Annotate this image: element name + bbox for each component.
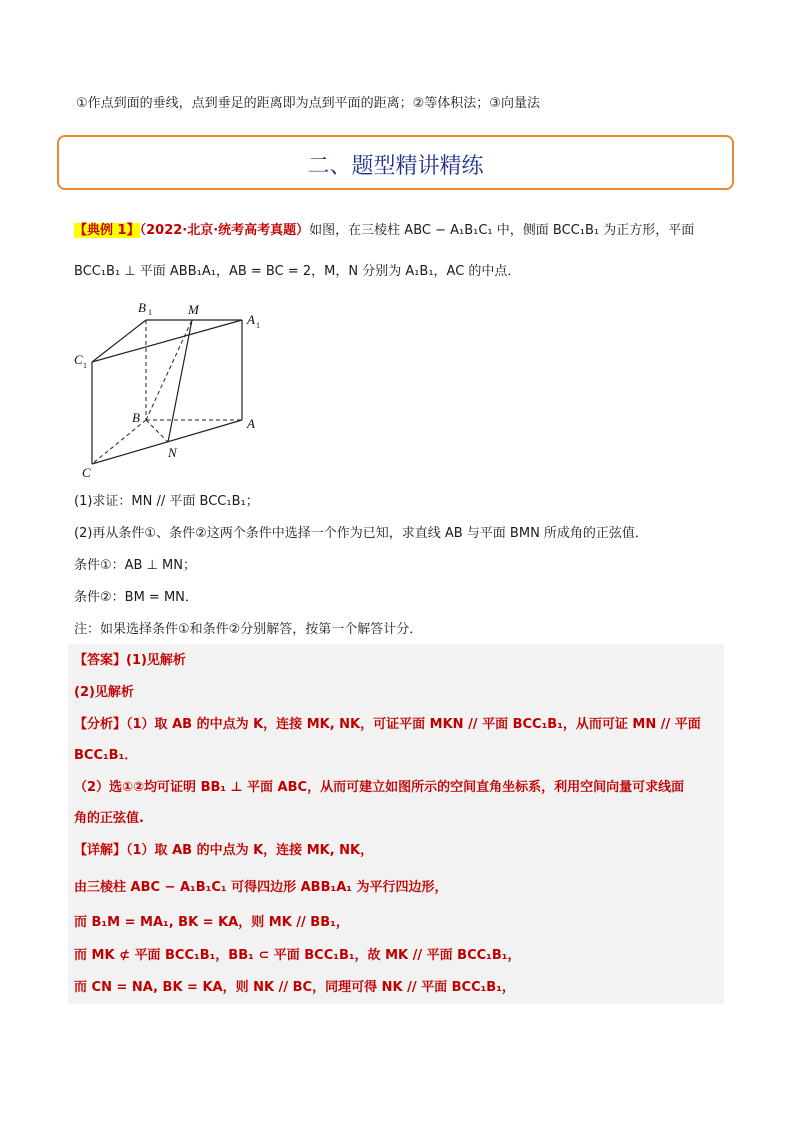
detail-line3: 而 B₁M = MA₁, BK = KA，则 MK // BB₁，: [74, 915, 349, 930]
analysis-line3: （2）选①②均可证明 BB₁ ⊥ 平面 ABC，从而可建立如图所示的空间直角坐标系，利用空间向量可求线面: [74, 780, 685, 795]
detail-line5: 而 CN = NA, BK = KA，则 NK // BC，同理可得 NK // 平面 BCC₁B₁，: [74, 980, 515, 995]
label-A: A: [247, 416, 255, 431]
label-A1-sub: 1: [256, 321, 260, 330]
example-label: 【典例 1】: [74, 223, 140, 238]
answer-2: (2)见解析: [74, 685, 134, 700]
detail-line2: 由三棱柱 ABC − A₁B₁C₁ 可得四边形 ABB₁A₁ 为平行四边形，: [74, 880, 448, 895]
condition-2: 条件②：BM = MN．: [74, 590, 198, 605]
question-2: (2)再从条件①、条件②这两个条件中选择一个作为已知，求直线 AB 与平面 BMN 所成角的正弦值．: [74, 526, 648, 541]
detail-line4: 而 MK ⊄ 平面 BCC₁B₁，BB₁ ⊂ 平面 BCC₁B₁，故 MK // 平面 BCC₁B₁，: [74, 948, 521, 963]
label-A1: A: [247, 312, 255, 327]
label-B1-sub: 1: [148, 308, 152, 317]
detail-line1: 【详解】（1）取 AB 的中点为 K，连接 MK, NK，: [74, 843, 374, 858]
edge-C1A1: [92, 320, 242, 362]
section-title-box: [57, 135, 734, 190]
section-title: 二、题型精讲精练: [307, 154, 484, 179]
example-source: （2022·北京·统考高考真题）: [139, 223, 310, 238]
edge-B1C1: [92, 320, 146, 362]
answer-1: 【答案】(1)见解析: [74, 653, 186, 668]
prism-figure: [70, 296, 270, 486]
label-B: B: [132, 410, 140, 425]
label-N: N: [168, 445, 177, 460]
edge-MN: [168, 320, 192, 442]
edge-CA: [92, 420, 242, 464]
label-B1: B: [138, 300, 146, 315]
example-line1: 如图，在三棱柱 ABC − A₁B₁C₁ 中，侧面 BCC₁B₁ 为正方形，平面: [309, 223, 695, 238]
label-C: C: [82, 465, 91, 480]
edge-BM: [146, 320, 192, 420]
edge-BN: [146, 420, 168, 442]
intro-methods: ①作点到面的垂线，点到垂足的距离即为点到平面的距离；②等体积法；③向量法: [76, 96, 540, 111]
analysis-line4: 角的正弦值.: [74, 811, 144, 826]
analysis-line1: 【分析】（1）取 AB 的中点为 K，连接 MK, NK，可证平面 MKN // 平面 BCC₁B₁，从而可证 MN // 平面: [74, 717, 701, 732]
label-C1: C: [74, 352, 83, 367]
question-1: (1)求证：MN // 平面 BCC₁B₁；: [74, 494, 259, 509]
scoring-note: 注：如果选择条件①和条件②分别解答，按第一个解答计分．: [74, 622, 423, 637]
edge-BC: [92, 420, 146, 464]
analysis-line2: BCC₁B₁．: [74, 748, 138, 763]
label-M: M: [188, 302, 199, 317]
example-line2: BCC₁B₁ ⊥ 平面 ABB₁A₁，AB = BC = 2，M，N 分别为 A₁B₁，AC 的中点．: [74, 264, 521, 279]
example-header: [74, 221, 694, 241]
label-C1-sub: 1: [83, 361, 87, 370]
condition-1: 条件①：AB ⊥ MN；: [74, 558, 196, 573]
